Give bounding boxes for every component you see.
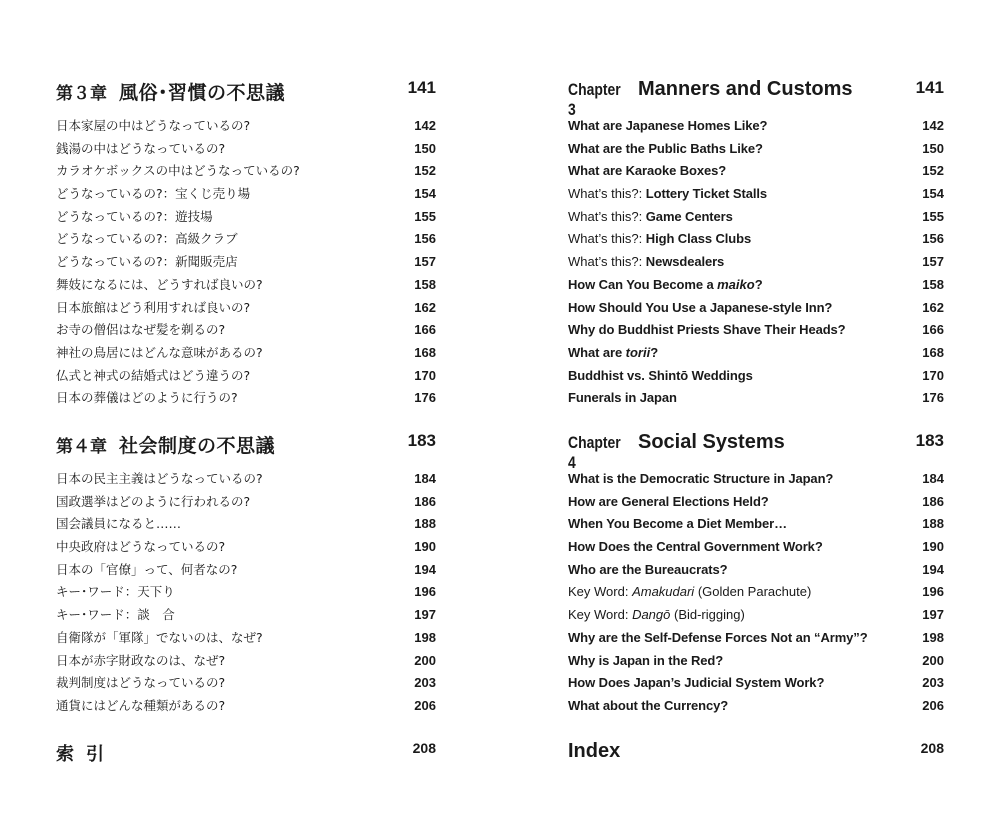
en-chapter-4-heading[interactable] bbox=[568, 431, 944, 472]
entry-title: どうなっているの?：新聞販売店 bbox=[56, 254, 238, 270]
toc-entry[interactable] bbox=[568, 468, 944, 491]
entry-title: What are Japanese Homes Like? bbox=[568, 118, 768, 133]
entry-title: 通貨にはどんな種類があるの? bbox=[56, 697, 226, 713]
entry-title: Who are the Bureaucrats? bbox=[568, 561, 728, 577]
toc-entry[interactable] bbox=[56, 319, 436, 342]
entry-title: How Does the Central Government Work? bbox=[568, 539, 823, 555]
jp-index-heading[interactable] bbox=[56, 740, 436, 770]
entry-page-number: 170 bbox=[922, 367, 944, 383]
entry-page-number: 156 bbox=[922, 231, 944, 247]
entry-title: What are Karaoke Boxes? bbox=[568, 163, 727, 179]
toc-entry[interactable] bbox=[56, 183, 436, 206]
entry-page-number: 188 bbox=[414, 516, 436, 532]
toc-entry[interactable] bbox=[56, 297, 436, 320]
toc-entry[interactable] bbox=[56, 581, 436, 604]
entry-italic-term: Amakudari bbox=[632, 584, 695, 600]
entry-prefix: Key Word: bbox=[568, 584, 633, 600]
toc-entry[interactable] bbox=[568, 183, 944, 206]
toc-entry[interactable] bbox=[568, 581, 944, 604]
chapter-title: 風俗･習慣の不思議 bbox=[119, 82, 286, 104]
en-chapter-4-section bbox=[568, 431, 944, 718]
entry-title: 日本旅館はどう利用すれば良いの? bbox=[56, 299, 251, 315]
jp-chapter-3-entries bbox=[56, 115, 436, 410]
entry-title: 日本の「官僚」って、何者なの? bbox=[56, 561, 238, 577]
toc-entry[interactable] bbox=[568, 604, 944, 627]
toc-entry[interactable] bbox=[56, 559, 436, 582]
toc-entry[interactable] bbox=[568, 695, 944, 718]
entry-page-number: 197 bbox=[922, 607, 944, 623]
entry-suffix: ? bbox=[650, 344, 659, 360]
toc-entry[interactable] bbox=[568, 297, 944, 320]
toc-entry[interactable] bbox=[568, 672, 944, 695]
entry-title: 日本の民主主義はどうなっているの? bbox=[56, 471, 263, 486]
toc-entry[interactable] bbox=[56, 650, 436, 673]
entry-page-number: 206 bbox=[414, 697, 436, 713]
entry-title: Funerals in Japan bbox=[568, 390, 677, 406]
entry-page-number: 200 bbox=[414, 652, 436, 668]
toc-entry[interactable] bbox=[56, 513, 436, 536]
entry-title: Why are the Self-Defense Forces Not an “Army”? bbox=[568, 629, 868, 645]
entry-page-number: 157 bbox=[414, 254, 436, 270]
entry-title: What are the Public Baths Like? bbox=[568, 140, 763, 156]
index-title: Index bbox=[568, 740, 621, 762]
entry-title: 日本家屋の中はどうなっているの? bbox=[56, 118, 251, 133]
toc-entry[interactable] bbox=[56, 536, 436, 559]
entry-title: 神社の鳥居にはどんな意味があるの? bbox=[56, 344, 263, 360]
entry-page-number: 166 bbox=[414, 322, 436, 338]
toc-entry[interactable] bbox=[56, 138, 436, 161]
entry-page-number: 142 bbox=[922, 118, 944, 133]
toc-entry[interactable] bbox=[56, 491, 436, 514]
index-page-number: 208 bbox=[920, 740, 944, 756]
entry-title: 国政選挙はどのように行われるの? bbox=[56, 493, 251, 509]
entry-page-number: 206 bbox=[922, 697, 944, 713]
entry-page-number: 168 bbox=[414, 344, 436, 360]
entry-title: 日本が赤字財政なのは、なぜ? bbox=[56, 652, 226, 668]
chapter-page-number: 141 bbox=[915, 78, 944, 97]
entry-page-number: 152 bbox=[414, 163, 436, 179]
toc-entry[interactable] bbox=[56, 365, 436, 388]
toc-entry[interactable] bbox=[568, 365, 944, 388]
toc-entry[interactable] bbox=[56, 251, 436, 274]
entry-page-number: 184 bbox=[922, 471, 944, 486]
entry-page-number: 157 bbox=[922, 254, 944, 270]
entry-title: Newsdealers bbox=[645, 254, 725, 270]
entry-title: 舞妓になるには、どうすれば良いの? bbox=[56, 276, 263, 292]
en-chapter-3-heading[interactable] bbox=[568, 78, 944, 119]
entry-page-number: 158 bbox=[922, 276, 944, 292]
toc-entry[interactable] bbox=[56, 228, 436, 251]
entry-page-number: 188 bbox=[922, 516, 944, 532]
entry-title: どうなっているの?：高級クラブ bbox=[56, 231, 238, 247]
entry-title: 自衛隊が「軍隊」でないのは、なぜ? bbox=[56, 629, 263, 645]
entry-page-number: 176 bbox=[414, 390, 436, 406]
toc-entry[interactable] bbox=[56, 206, 436, 229]
jp-chapter-4-heading[interactable] bbox=[56, 431, 436, 461]
entry-italic-term: torii bbox=[625, 344, 651, 360]
entry-page-number: 196 bbox=[414, 584, 436, 600]
jp-chapter-4-entries bbox=[56, 468, 436, 718]
entry-page-number: 197 bbox=[414, 607, 436, 623]
toc-entry[interactable] bbox=[568, 115, 944, 138]
chapter-title: 社会制度の不思議 bbox=[119, 435, 276, 457]
entry-suffix: (Bid-rigging) bbox=[670, 607, 745, 623]
entry-title: How are General Elections Held? bbox=[568, 493, 769, 509]
index-title: 索引 bbox=[56, 744, 116, 765]
chapter-label: 第３章 bbox=[56, 84, 107, 104]
en-chapter-3-entries bbox=[568, 115, 944, 410]
toc-entry[interactable] bbox=[56, 274, 436, 297]
toc-entry[interactable] bbox=[568, 206, 944, 229]
entry-title: カラオケボックスの中はどうなっているの? bbox=[56, 163, 300, 179]
toc-entry[interactable] bbox=[568, 387, 944, 410]
entry-title: キー･ワード：天下り bbox=[56, 584, 175, 600]
entry-page-number: 155 bbox=[922, 208, 944, 224]
en-index-heading[interactable] bbox=[568, 740, 944, 770]
entry-page-number: 184 bbox=[414, 471, 436, 486]
toc-entry[interactable] bbox=[568, 138, 944, 161]
toc-entry[interactable] bbox=[568, 536, 944, 559]
jp-index-section bbox=[56, 740, 436, 770]
toc-entry[interactable] bbox=[568, 251, 944, 274]
chapter-label: Chapter 4 bbox=[568, 433, 621, 472]
toc-entry[interactable] bbox=[568, 627, 944, 650]
entry-italic-term: Dangō bbox=[632, 607, 671, 623]
toc-entry[interactable] bbox=[56, 342, 436, 365]
index-page-number: 208 bbox=[412, 740, 436, 756]
chapter-page-number: 141 bbox=[407, 78, 436, 97]
entry-page-number: 142 bbox=[414, 118, 436, 133]
entry-title: Why is Japan in the Red? bbox=[568, 652, 724, 668]
entry-title: What is the Democratic Structure in Japan? bbox=[568, 471, 834, 486]
en-chapter-4-entries bbox=[568, 468, 944, 718]
toc-entry[interactable] bbox=[56, 695, 436, 718]
jp-chapter-4-section bbox=[56, 431, 436, 718]
entry-title: Game Centers bbox=[645, 208, 733, 224]
entry-page-number: 203 bbox=[922, 675, 944, 691]
toc-entry[interactable] bbox=[568, 342, 944, 365]
entry-page-number: 166 bbox=[922, 322, 944, 338]
entry-title: どうなっているの?：遊技場 bbox=[56, 208, 213, 224]
entry-prefix: Key Word: bbox=[568, 607, 633, 623]
toc-entry[interactable] bbox=[568, 160, 944, 183]
entry-page-number: 196 bbox=[922, 584, 944, 600]
entry-title: 中央政府はどうなっているの? bbox=[56, 539, 226, 555]
entry-prefix: What’s this?: bbox=[568, 186, 646, 202]
entry-page-number: 186 bbox=[922, 493, 944, 509]
entry-page-number: 190 bbox=[414, 539, 436, 555]
en-index-section bbox=[568, 740, 944, 770]
entry-page-number: 152 bbox=[922, 163, 944, 179]
entry-page-number: 158 bbox=[414, 276, 436, 292]
toc-entry[interactable] bbox=[568, 491, 944, 514]
en-chapter-3-section bbox=[568, 78, 944, 410]
entry-title: 裁判制度はどうなっているの? bbox=[56, 675, 226, 691]
entry-title: キー･ワード：談 合 bbox=[56, 607, 175, 623]
entry-page-number: 198 bbox=[414, 629, 436, 645]
chapter-label: 第４章 bbox=[56, 437, 107, 457]
entry-page-number: 194 bbox=[414, 561, 436, 577]
entry-title: Lottery Ticket Stalls bbox=[645, 186, 768, 202]
entry-title: Why do Buddhist Priests Shave Their Heads? bbox=[568, 322, 846, 338]
entry-page-number: 150 bbox=[922, 140, 944, 156]
entry-page-number: 162 bbox=[414, 299, 436, 315]
entry-page-number: 200 bbox=[922, 652, 944, 668]
entry-title: お寺の僧侶はなぜ髪を剃るの? bbox=[56, 322, 226, 338]
entry-title: 日本の葬儀はどのように行うの? bbox=[56, 390, 238, 406]
entry-prefix: What’s this?: bbox=[568, 254, 646, 270]
entry-suffix: (Golden Parachute) bbox=[694, 584, 812, 600]
chapter-page-number: 183 bbox=[407, 431, 436, 450]
entry-title: High Class Clubs bbox=[645, 231, 752, 247]
entry-title: 銭湯の中はどうなっているの? bbox=[56, 140, 226, 156]
jp-chapter-3-section bbox=[56, 78, 436, 410]
entry-title: 仏式と神式の結婚式はどう違うの? bbox=[56, 367, 251, 383]
toc-entry[interactable] bbox=[56, 604, 436, 627]
entry-title: 国会議員になると…… bbox=[56, 516, 182, 532]
entry-page-number: 154 bbox=[414, 186, 436, 202]
chapter-title: Social Systems bbox=[638, 431, 785, 453]
toc-entry[interactable] bbox=[56, 387, 436, 410]
entry-page-number: 154 bbox=[922, 186, 944, 202]
entry-page-number: 198 bbox=[922, 629, 944, 645]
toc-entry[interactable] bbox=[56, 160, 436, 183]
entry-title: Buddhist vs. Shintō Weddings bbox=[568, 367, 753, 383]
entry-title: What are bbox=[568, 344, 626, 360]
entry-page-number: 156 bbox=[414, 231, 436, 247]
entry-page-number: 150 bbox=[414, 140, 436, 156]
entry-italic-term: maiko bbox=[717, 276, 755, 292]
entry-page-number: 155 bbox=[414, 208, 436, 224]
entry-prefix: What’s this?: bbox=[568, 208, 646, 224]
entry-title: どうなっているの?：宝くじ売り場 bbox=[56, 186, 251, 202]
entry-page-number: 176 bbox=[922, 390, 944, 406]
entry-page-number: 162 bbox=[922, 299, 944, 315]
toc-entry[interactable] bbox=[568, 513, 944, 536]
chapter-page-number: 183 bbox=[915, 431, 944, 450]
entry-title: How Can You Become a bbox=[568, 276, 718, 292]
entry-page-number: 186 bbox=[414, 493, 436, 509]
chapter-label: Chapter 3 bbox=[568, 80, 621, 119]
toc-entry[interactable] bbox=[568, 274, 944, 297]
entry-suffix: ? bbox=[754, 276, 763, 292]
entry-page-number: 190 bbox=[922, 539, 944, 555]
entry-title: How Does Japan’s Judicial System Work? bbox=[568, 675, 825, 691]
toc-entry[interactable] bbox=[568, 559, 944, 582]
entry-title: What about the Currency? bbox=[568, 697, 729, 713]
toc-entry[interactable] bbox=[56, 672, 436, 695]
toc-entry[interactable] bbox=[568, 228, 944, 251]
entry-title: How Should You Use a Japanese-style Inn? bbox=[568, 299, 833, 315]
entry-page-number: 203 bbox=[414, 675, 436, 691]
toc-entry[interactable] bbox=[568, 319, 944, 342]
jp-chapter-3-heading[interactable] bbox=[56, 78, 436, 108]
toc-entry[interactable] bbox=[568, 650, 944, 673]
toc-entry[interactable] bbox=[56, 468, 436, 491]
entry-title: When You Become a Diet Member… bbox=[568, 516, 788, 532]
entry-prefix: What’s this?: bbox=[568, 231, 646, 247]
entry-page-number: 194 bbox=[922, 561, 944, 577]
entry-page-number: 170 bbox=[414, 367, 436, 383]
entry-page-number: 168 bbox=[922, 344, 944, 360]
toc-entry[interactable] bbox=[56, 115, 436, 138]
chapter-title: Manners and Customs bbox=[638, 78, 853, 100]
toc-entry[interactable] bbox=[56, 627, 436, 650]
